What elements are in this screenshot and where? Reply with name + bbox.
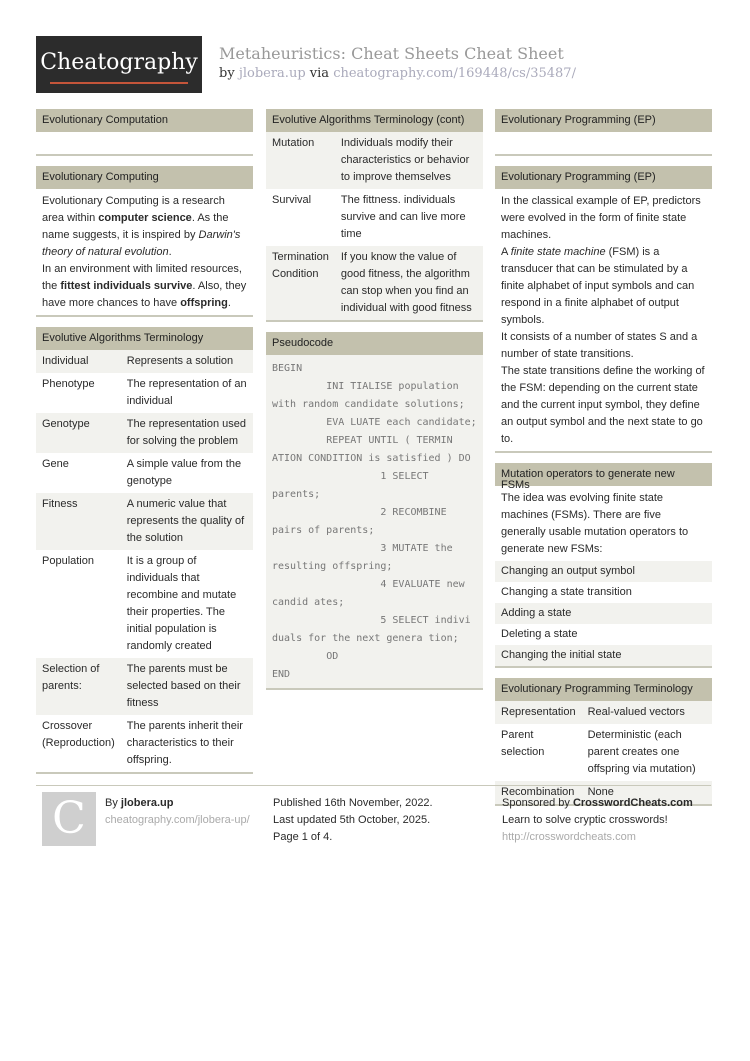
section-intro: The idea was evolving finite state machines (FSMs). There are five generally usable mutation operators to generate new FSMs: bbox=[501, 492, 689, 555]
term: Parent selection bbox=[501, 729, 545, 758]
list-item: Changing a state transition bbox=[501, 586, 632, 598]
table-row bbox=[36, 715, 253, 772]
definition: Represents a solution bbox=[121, 350, 253, 373]
italic-text: Darwin's theory of natural evolution bbox=[42, 229, 241, 258]
footer-author-link[interactable]: jlobera.up bbox=[120, 797, 174, 809]
section-header: Mutation operators to generate new FSMs bbox=[495, 463, 712, 486]
section-mutation-operators bbox=[495, 463, 712, 668]
text: . bbox=[168, 246, 172, 258]
table-row bbox=[36, 350, 253, 373]
term: Fitness bbox=[36, 493, 121, 550]
author-avatar[interactable]: C bbox=[42, 792, 96, 846]
logo-text: Cheatography bbox=[40, 50, 198, 75]
text: A bbox=[501, 246, 511, 258]
column-1 bbox=[36, 109, 253, 784]
footer-divider bbox=[36, 785, 711, 786]
table-row bbox=[36, 658, 253, 715]
page-number: Page 1 of 4. bbox=[273, 831, 333, 843]
definition: A numeric value that represents the quality of the solution bbox=[121, 493, 253, 550]
terminology-table bbox=[36, 350, 253, 772]
term: Termination Condition bbox=[266, 246, 335, 320]
footer-author-url[interactable]: cheatography.com/jlobera-up/ bbox=[105, 814, 250, 826]
footer-by: By bbox=[105, 797, 118, 809]
section-header: Evolutionary Computation bbox=[36, 109, 253, 132]
section-header: Evolutionary Computing bbox=[36, 166, 253, 189]
section-header: Evolutionary Programming (EP) bbox=[495, 109, 712, 132]
bold-text: offspring bbox=[180, 297, 228, 309]
paragraph: In the classical example of EP, predictors were evolved in the form of finite state machines. bbox=[501, 195, 701, 241]
footer-author bbox=[105, 795, 250, 829]
updated-date: Last updated 5th October, 2025. bbox=[273, 814, 431, 826]
table-row bbox=[495, 724, 712, 781]
text: In an environment with limited resources, the bbox=[42, 263, 242, 292]
section-evolutive-algorithms-terminology bbox=[36, 327, 253, 774]
table-row bbox=[36, 493, 253, 550]
byline-by: by bbox=[219, 66, 235, 81]
text: . Also, they have more chances to have bbox=[42, 280, 247, 309]
section-body bbox=[495, 189, 712, 451]
table-row bbox=[495, 701, 712, 724]
table-row bbox=[36, 413, 253, 453]
column-2 bbox=[266, 109, 483, 700]
sponsor-url[interactable]: http://crosswordcheats.com bbox=[502, 831, 636, 843]
term: Mutation bbox=[266, 132, 335, 189]
cheatography-logo[interactable] bbox=[36, 36, 202, 93]
term: Representation bbox=[495, 701, 582, 724]
term: Individual bbox=[36, 350, 121, 373]
section-header: Evolutive Algorithms Terminology (cont) bbox=[266, 109, 483, 132]
sheet-url-link[interactable]: cheatography.com/169448/cs/35487/ bbox=[333, 66, 576, 81]
definition: If you know the value of good fitness, the algorithm can stop when you find an individual with good fitness bbox=[335, 246, 483, 320]
section-ep bbox=[495, 109, 712, 156]
byline bbox=[219, 66, 576, 81]
section-body-empty bbox=[495, 132, 712, 154]
definition: The representation of an individual bbox=[126, 378, 247, 407]
list-item: Deleting a state bbox=[501, 628, 578, 640]
terminology-cont-table bbox=[266, 132, 483, 320]
list-item: Changing the initial state bbox=[495, 645, 712, 666]
author-link[interactable]: jlobera.up bbox=[238, 66, 306, 81]
section-header: Evolutionary Programming Terminology bbox=[495, 678, 712, 701]
section-evolutionary-computing bbox=[36, 166, 253, 317]
section-header: Evolutionary Programming (EP) bbox=[495, 166, 712, 189]
section-terminology-cont bbox=[266, 109, 483, 322]
table-row bbox=[36, 373, 253, 413]
table-row bbox=[36, 453, 253, 493]
definition: None bbox=[582, 781, 712, 804]
paragraph bbox=[42, 261, 247, 312]
definition: The fittness. individuals survive and can live more time bbox=[340, 194, 466, 240]
pseudocode-block: BEGIN INI TIALISE population with random candidate solutions; EVA LUATE each candidate; REPEAT UNTIL ( TERMIN ATION CONDITION is satisfied ) DO 1 SELECT parents; 2 RECOMBINE pairs of parents; 3 MUTATE the resulting offspring; 4 EVALUATE new candid ates; 5 SELECT indivi duals for the next genera tion; OD END bbox=[266, 355, 483, 688]
section-body-empty bbox=[36, 132, 253, 154]
footer-sponsor bbox=[502, 795, 693, 846]
term: Gene bbox=[42, 458, 69, 470]
bold-text: computer science bbox=[98, 212, 192, 224]
bold-text: fittest individuals survive bbox=[60, 280, 193, 292]
paragraph: It consists of a number of states S and a number of state transitions. bbox=[501, 331, 698, 360]
definition: Individuals modify their characteristics or behavior to improve themselves bbox=[335, 132, 483, 189]
section-header: Pseudocode bbox=[266, 332, 483, 355]
paragraph bbox=[501, 244, 706, 329]
term: Selection of parents: bbox=[36, 658, 121, 715]
sponsor-tagline: Learn to solve cryptic crosswords! bbox=[502, 814, 668, 826]
paragraph: The state transitions define the working of the FSM: depending on the current state and the current input symbol, they define an output symbol and the next state to go to. bbox=[501, 365, 705, 445]
term: Survival bbox=[272, 194, 312, 206]
published-date: Published 16th November, 2022. bbox=[273, 797, 433, 809]
byline-via: via bbox=[309, 66, 330, 81]
term: Crossover (Reproduction) bbox=[42, 720, 115, 749]
page-title: Metaheuristics: Cheat Sheets Cheat Sheet bbox=[219, 44, 564, 63]
section-ep-terminology bbox=[495, 678, 712, 806]
section-evolutionary-computation bbox=[36, 109, 253, 156]
definition: Deterministic (each parent creates one offspring via mutation) bbox=[587, 729, 696, 775]
logo-underline bbox=[50, 82, 188, 84]
sponsored-by: Sponsored by bbox=[502, 797, 570, 809]
term: Recombination bbox=[495, 781, 582, 804]
definition: A simple value from the genotype bbox=[126, 458, 242, 487]
section-body bbox=[36, 189, 253, 315]
table-row bbox=[266, 189, 483, 246]
term: Genotype bbox=[36, 413, 121, 453]
section-header: Evolutive Algorithms Terminology bbox=[36, 327, 253, 350]
definition: It is a group of individuals that recombine and mutate their properties. The initial population is randomly created bbox=[126, 555, 237, 652]
text: . bbox=[227, 297, 231, 309]
paragraph bbox=[42, 193, 247, 261]
definition: Real-valued vectors bbox=[582, 701, 712, 724]
term: Population bbox=[42, 555, 94, 567]
text: (FSM) is a transducer that can be stimulated by a finite alphabet of input symbols and can respond in a finite alphabet of output symbols. bbox=[501, 246, 695, 326]
sponsor-link[interactable]: CrosswordCheats.com bbox=[572, 797, 693, 809]
text: Evolutionary Computing is a research area within bbox=[42, 195, 225, 224]
italic-text: finite state machine bbox=[510, 246, 606, 258]
table-row bbox=[266, 132, 483, 189]
footer-dates bbox=[273, 795, 433, 846]
definition: The parents inherit their characteristics to their offspring. bbox=[126, 720, 243, 766]
definition: The representation used for solving the problem bbox=[121, 413, 253, 453]
term: Phenotype bbox=[42, 378, 95, 390]
definition: The parents must be selected based on their fitness bbox=[121, 658, 253, 715]
section-pseudocode bbox=[266, 332, 483, 690]
ep-terminology-table bbox=[495, 701, 712, 804]
text: . As the name suggests, it is inspired by bbox=[42, 212, 229, 241]
column-3 bbox=[495, 109, 712, 816]
list-item: Changing an output symbol bbox=[495, 561, 712, 582]
table-row bbox=[36, 550, 253, 658]
table-row bbox=[266, 246, 483, 320]
section-ep-details bbox=[495, 166, 712, 453]
list-item: Adding a state bbox=[495, 603, 712, 624]
